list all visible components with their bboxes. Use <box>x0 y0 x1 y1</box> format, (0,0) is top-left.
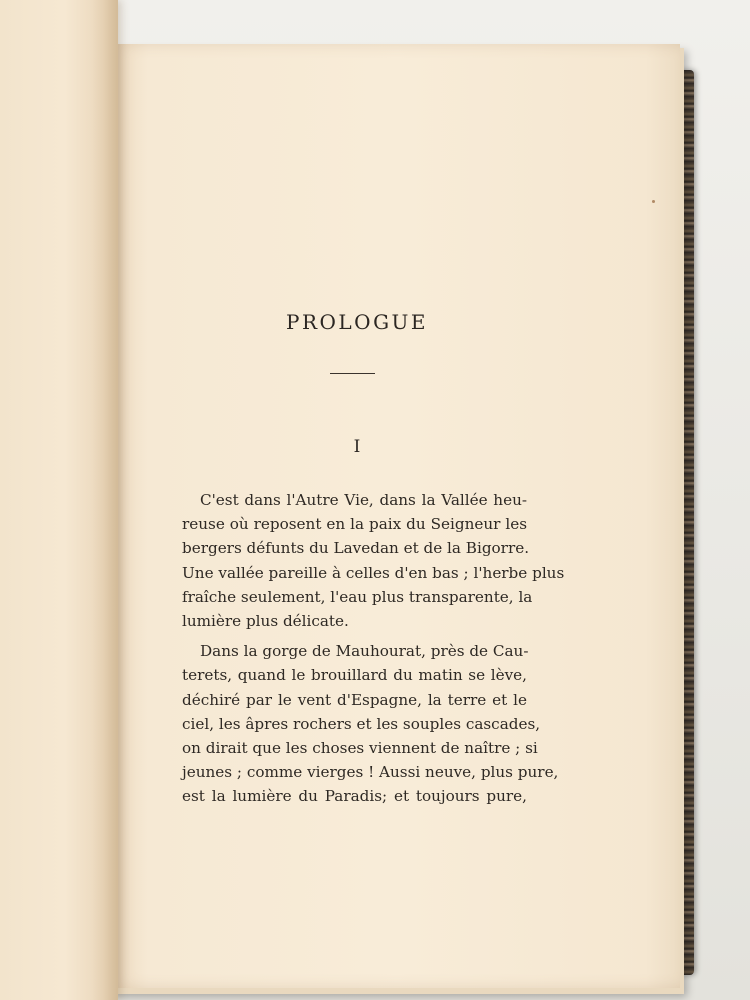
left-page-shadow <box>92 0 118 1000</box>
paper-speck <box>652 200 655 203</box>
text-line: ciel, les âpres rochers et les souples cascades, <box>182 714 541 733</box>
text-line: fraîche seulement, l'eau plus transparente, la <box>182 587 533 606</box>
heading-rule <box>330 373 375 374</box>
text-line: C'est dans l'Autre Vie, dans la Vallée heu- <box>200 491 527 509</box>
text-line: jeunes ; comme vierges ! Aussi neuve, plus pure, <box>182 763 559 782</box>
text-line: bergers défunts du Lavedan et de la Bigorre. <box>182 539 530 558</box>
text-line: Dans la gorge de Mauhourat, près de Cau- <box>200 642 529 661</box>
body-text <box>182 488 565 808</box>
text-line: on dirait que les choses viennent de naître ; si <box>182 738 538 757</box>
chapter-heading: PROLOGUE <box>285 310 429 334</box>
text-line: déchiré par le vent d'Espagne, la terre et le <box>182 690 527 709</box>
text-line: lumière plus délicate. <box>182 611 349 630</box>
left-page <box>0 0 118 1000</box>
text-line: Une vallée pareille à celles d'en bas ; l'herbe plus <box>182 563 565 582</box>
text-line: terets, quand le brouillard du matin se lève, <box>182 666 527 685</box>
section-numeral: I <box>353 437 361 457</box>
text-line: reuse où reposent en la paix du Seigneur les <box>182 515 527 534</box>
text-line: est la lumière du Paradis; et toujours pure, <box>182 787 527 806</box>
